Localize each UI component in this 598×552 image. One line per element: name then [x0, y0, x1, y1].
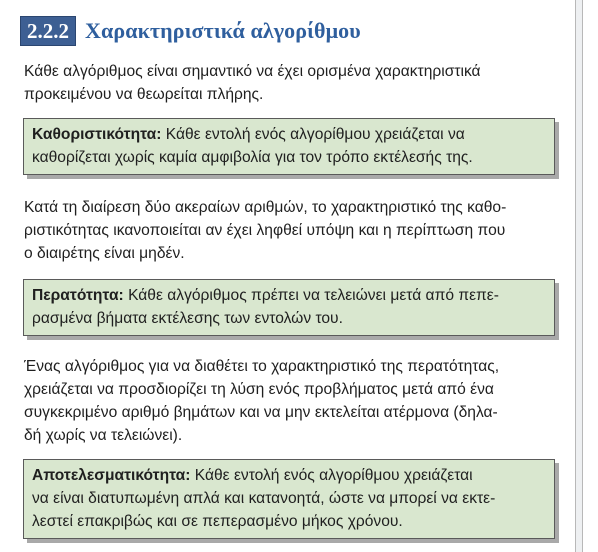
paragraph-finiteness-example — [24, 355, 559, 447]
definition-text: να είναι διατυπωμένη απλά και κατανοητά, ώστε να μπορεί να εκτε- — [32, 490, 496, 507]
paragraph-line: συγκεκριμένο αριθμό βημάτων και να μην εκτελείται ατέρμονα (δηλα- — [24, 404, 498, 421]
section-number: 2.2.2 — [20, 16, 76, 46]
definition-term: Καθοριστικότητα: — [32, 126, 162, 143]
section-heading — [20, 16, 361, 46]
definition-text: Κάθε εντολή ενός αλγορίθμου χρειάζεται — [190, 467, 473, 484]
paragraph-line: προκειμένου να θεωρείται πλήρης. — [24, 86, 264, 103]
section-title: Χαρακτηριστικά αλγορίθμου — [85, 18, 361, 43]
definition-text: καθορίζεται χωρίς καμία αμφιβολία για τον τρόπο εκτέλεσής της. — [32, 149, 473, 166]
definition-box-effectiveness — [23, 459, 555, 539]
paragraph-line: ριστικότητας ικανοποιείται αν έχει ληφθεί υπόψη και η περίπτωση που — [24, 222, 506, 239]
definition-term: Αποτελεσματικότητα: — [32, 467, 191, 484]
paragraph-line: ο διαιρέτης είναι μηδέν. — [24, 245, 185, 262]
paragraph-intro — [24, 60, 559, 106]
paragraph-line: Κάθε αλγόριθμος είναι σημαντικό να έχει ορισμένα χαρακτηριστικά — [24, 63, 481, 80]
paragraph-line: δή χωρίς να τελειώνει). — [24, 427, 183, 444]
definition-box-determinism — [23, 118, 555, 175]
definition-term: Περατότητα: — [32, 287, 124, 304]
definition-text: Κάθε εντολή ενός αλγορίθμου χρειάζεται να — [161, 126, 465, 143]
definition-box-finiteness — [23, 279, 555, 336]
paragraph-line: Κατά τη διαίρεση δύο ακεραίων αριθμών, το χαρακτηριστικό της καθο- — [24, 199, 507, 216]
paragraph-line: Ένας αλγόριθμος για να διαθέτει το χαρακτηριστικό της περατότητας, — [24, 358, 500, 375]
definition-text: ρασμένα βήματα εκτέλεσης των εντολών του. — [32, 310, 343, 327]
page-margin-bar — [575, 0, 583, 552]
paragraph-line: χρειάζεται να προσδιορίζει τη λύση ενός προβλήματος μετά από ένα — [24, 381, 494, 398]
definition-text: λεστεί επακριβώς και σε πεπερασμένο μήκος χρόνου. — [32, 513, 403, 530]
paragraph-division-example — [24, 196, 559, 265]
definition-text: Κάθε αλγόριθμος πρέπει να τελειώνει μετά από πεπε- — [123, 287, 499, 304]
